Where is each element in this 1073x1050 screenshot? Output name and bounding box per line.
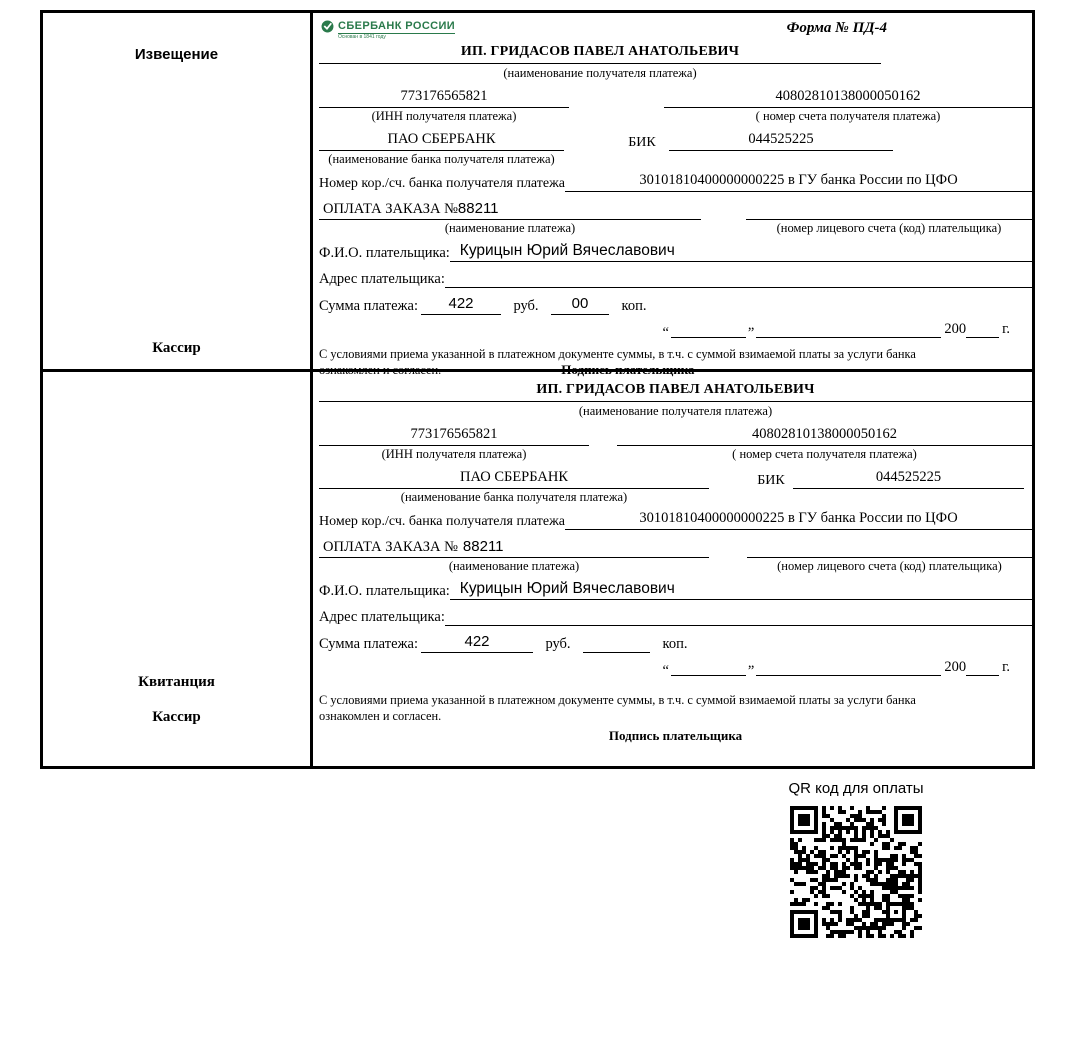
inn-caption: (ИНН получателя платежа): [371, 109, 517, 123]
notice-label: Извещение: [134, 46, 219, 63]
inn-account-row: [319, 88, 1032, 108]
payment-sum-row-2: [319, 633, 1032, 653]
agreement-line1-2: С условиями приема указанной в платежном документе суммы, в т.ч. с суммой взимаемой платы за услуги банка: [319, 693, 916, 707]
inn-account-row-2: [319, 426, 1032, 446]
section-notice: [43, 13, 1032, 377]
year-blank: [966, 320, 999, 338]
agreement-line1: С условиями приема указанной в платежном документе суммы, в т.ч. с суммой взимаемой платы за услуги банка: [319, 347, 916, 361]
sum-rubles: 422: [421, 295, 501, 315]
order-number-2: 88211: [462, 538, 504, 555]
sum-label: Сумма платежа:: [319, 298, 418, 314]
bank-caption-2: (наименование банка получателя платежа): [400, 490, 628, 504]
sum-kopecks-2: [583, 633, 650, 653]
form-number-title: Форма № ПД-4: [786, 20, 887, 36]
sberbank-logo-icon: [321, 20, 334, 33]
payment-name-row-2: [319, 538, 1032, 558]
sum-kopecks: 00: [551, 295, 609, 315]
notice-left-cell: [43, 13, 313, 369]
payer-address-row-2: [319, 606, 1032, 626]
bank-row: [319, 131, 1032, 151]
signature-label: Подпись плательщика: [561, 362, 695, 377]
bank-name: ПАО СБЕРБАНК: [319, 131, 564, 151]
payment-caption-2: (наименование платежа): [448, 559, 580, 573]
corr-value-2: 30101810400000000225 в ГУ банка России по ЦФО: [565, 510, 1032, 530]
payer-address-value: [445, 268, 1032, 288]
date-row-2: [319, 658, 1032, 679]
receipt-left-cell: [43, 372, 313, 766]
corr-label: Номер кор./сч. банка получателя платежа: [319, 176, 565, 191]
payer-name-value-2: Курицын Юрий Вячеславович: [459, 580, 675, 597]
personal-account-blank: [746, 201, 1032, 220]
receipt-label: Квитанция: [138, 674, 215, 690]
sum-label-2: Сумма платежа:: [319, 636, 418, 652]
notice-body: [313, 13, 1032, 377]
corr-account-row-2: [319, 510, 1032, 530]
qr-payment-block: [783, 780, 929, 938]
bik-value: 044525225: [669, 131, 893, 151]
kopecks-label-2: коп.: [662, 636, 688, 652]
payer-address-row: [319, 268, 1032, 288]
payer-address-label-2: Адрес плательщика:: [319, 609, 445, 625]
signature-label-2: Подпись плательщика: [608, 728, 743, 743]
bank-caption: (наименование банка получателя платежа): [328, 152, 555, 166]
date-month-blank-2: [756, 658, 941, 676]
recipient-name-2: ИП. ГРИДАСОВ ПАВЕЛ АНАТОЛЬЕВИЧ: [319, 382, 1032, 402]
recipient-name: ИП. ГРИДАСОВ ПАВЕЛ АНАТОЛЬЕВИЧ: [319, 44, 881, 64]
notice-header-row: [319, 20, 1032, 44]
quote-open: “: [662, 325, 669, 341]
year-prefix: 200: [944, 321, 967, 337]
agreement-line2-2: ознакомлен и согласен.: [319, 709, 442, 723]
qr-label: QR код для оплаты: [788, 780, 924, 797]
rubles-label: руб.: [513, 298, 539, 314]
order-number: 88211: [457, 200, 499, 217]
account-caption-2: ( номер счета получателя платежа): [732, 447, 917, 461]
payment-form-pd4: [40, 10, 1035, 769]
corr-account-row: [319, 172, 1032, 192]
cashier-label-receipt: Кассир: [152, 709, 201, 725]
recipient-caption-2: (наименование получателя платежа): [578, 404, 773, 418]
corr-value: 30101810400000000225 в ГУ банка России по ЦФО: [565, 172, 1032, 192]
sberbank-logo: [321, 20, 455, 40]
rubles-label-2: руб.: [545, 636, 571, 652]
account-caption: ( номер счета получателя платежа): [755, 109, 941, 123]
section-receipt: [43, 372, 1032, 766]
quote-close-2: ”: [747, 663, 755, 679]
recipient-block: [319, 44, 881, 81]
quote-open-2: “: [662, 663, 669, 679]
date-month-blank: [756, 320, 941, 338]
payer-name-label: Ф.И.О. плательщика:: [319, 245, 450, 261]
year-suffix: г.: [1002, 321, 1010, 337]
year-blank-2: [966, 658, 999, 676]
payer-name-value: Курицын Юрий Вячеславович: [459, 242, 675, 259]
inn-value: 773176565821: [319, 88, 569, 108]
bank-row-2: [319, 469, 1032, 489]
payer-name-row: [319, 242, 1032, 262]
sberbank-logo-text: СБЕРБАНК РОССИИ: [338, 20, 456, 32]
personal-account-caption-2: (номер лицевого счета (код) плательщика): [777, 559, 1002, 573]
account-value: 40802810138000050162: [664, 88, 1032, 108]
recipient-block-2: [319, 382, 1032, 419]
payment-sum-row: [319, 295, 1032, 315]
year-suffix-2: г.: [1002, 659, 1010, 675]
personal-account-caption: (номер лицевого счета (код) плательщика): [776, 221, 1002, 235]
account-value-2: 40802810138000050162: [617, 426, 1032, 446]
receipt-body: [313, 372, 1032, 766]
date-day-blank-2: [671, 658, 746, 676]
payer-address-value-2: [445, 606, 1032, 626]
payment-name-2: ОПЛАТА ЗАКАЗА № 88211: [319, 538, 709, 558]
sberbank-logo-subtext: Основан в 1841 году: [338, 34, 386, 40]
personal-account-blank-2: [747, 539, 1032, 558]
bik-label-2: БИК: [757, 473, 785, 488]
kopecks-label: коп.: [621, 298, 647, 314]
date-day-blank: [671, 320, 746, 338]
bank-name-2: ПАО СБЕРБАНК: [319, 469, 709, 489]
date-row: [319, 320, 1032, 341]
bik-label: БИК: [628, 135, 656, 150]
recipient-caption: (наименование получателя платежа): [503, 66, 697, 80]
agreement-text-2: [319, 692, 1032, 744]
corr-label-2: Номер кор./сч. банка получателя платежа: [319, 514, 565, 529]
inn-caption-2: (ИНН получателя платежа): [381, 447, 527, 461]
payer-address-label: Адрес плательщика:: [319, 271, 445, 287]
cashier-label-notice: Кассир: [152, 340, 201, 356]
payment-name: ОПЛАТА ЗАКАЗА №88211: [319, 200, 701, 220]
quote-close: ”: [747, 325, 755, 341]
year-prefix-2: 200: [944, 659, 967, 675]
payment-caption: (наименование платежа): [444, 221, 576, 235]
sum-rubles-2: 422: [421, 633, 533, 653]
payer-name-label-2: Ф.И.О. плательщика:: [319, 583, 450, 599]
qr-code-image: [790, 806, 922, 938]
payment-name-row: [319, 200, 1032, 220]
payer-name-row-2: [319, 580, 1032, 600]
inn-value-2: 773176565821: [319, 426, 589, 446]
agreement-line2: ознакомлен и согласен.: [319, 363, 442, 377]
bik-value-2: 044525225: [793, 469, 1024, 489]
